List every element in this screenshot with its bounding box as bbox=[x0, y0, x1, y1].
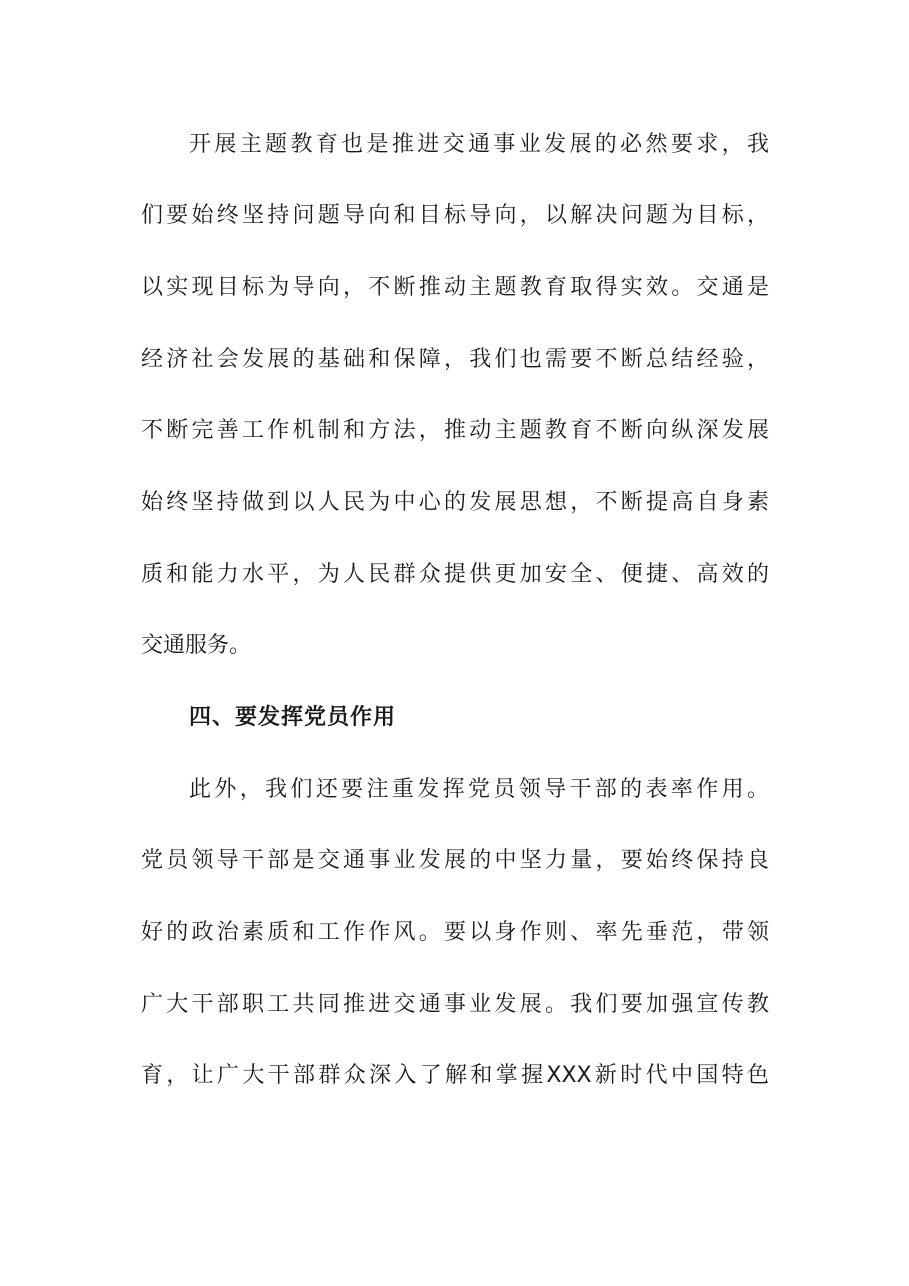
text-line: 好的政治素质和工作作风。要以身作则、率先垂范，带领 bbox=[141, 920, 769, 945]
paragraph-1-line-5 bbox=[0, 411, 909, 451]
paragraph-1-line-7 bbox=[0, 555, 909, 595]
section-heading: 四、要发挥党员作用 bbox=[189, 705, 397, 730]
text-line: 们要始终坚持问题导向和目标导向，以解决问题为目标， bbox=[141, 203, 769, 228]
text-line: 不断完善工作机制和方法，推动主题教育不断向纵深发展 bbox=[141, 418, 769, 443]
text-line: 党员领导干部是交通事业发展的中坚力量，要始终保持良 bbox=[141, 848, 769, 873]
paragraph-2-line-1 bbox=[0, 770, 909, 810]
paragraph-1-line-3 bbox=[0, 268, 909, 308]
text-line: 广大干部职工共同推进交通事业发展。我们要加强宣传教 bbox=[141, 992, 769, 1017]
text-line: 开展主题教育也是推进交通事业发展的必然要求，我 bbox=[189, 132, 769, 157]
paragraph-1-line-4 bbox=[0, 340, 909, 380]
paragraph-2-line-4 bbox=[0, 985, 909, 1025]
text-line: 经济社会发展的基础和保障，我们也需要不断总结经验， bbox=[141, 347, 769, 372]
text-line: 交通服务。 bbox=[141, 633, 252, 658]
text-line: 始终坚持做到以人民为中心的发展思想，不断提高自身素 bbox=[141, 490, 769, 515]
paragraph-1-line-6 bbox=[0, 483, 909, 523]
text-line: 此外，我们还要注重发挥党员领导干部的表率作用。 bbox=[189, 777, 769, 802]
paragraph-1-line-8 bbox=[0, 626, 909, 666]
paragraph-2-line-3 bbox=[0, 913, 909, 953]
text-line: 育，让广大干部群众深入了解和掌握XXX新时代中国特色 bbox=[141, 1063, 769, 1088]
paragraph-2-line-5 bbox=[0, 1056, 909, 1096]
section-heading-row bbox=[0, 698, 909, 738]
paragraph-1-line-2 bbox=[0, 196, 909, 236]
paragraph-2-line-2 bbox=[0, 841, 909, 881]
paragraph-1-line-1 bbox=[0, 125, 909, 165]
text-line: 以实现目标为导向，不断推动主题教育取得实效。交通是 bbox=[141, 275, 769, 300]
text-line: 质和能力水平，为人民群众提供更加安全、便捷、高效的 bbox=[141, 562, 769, 587]
